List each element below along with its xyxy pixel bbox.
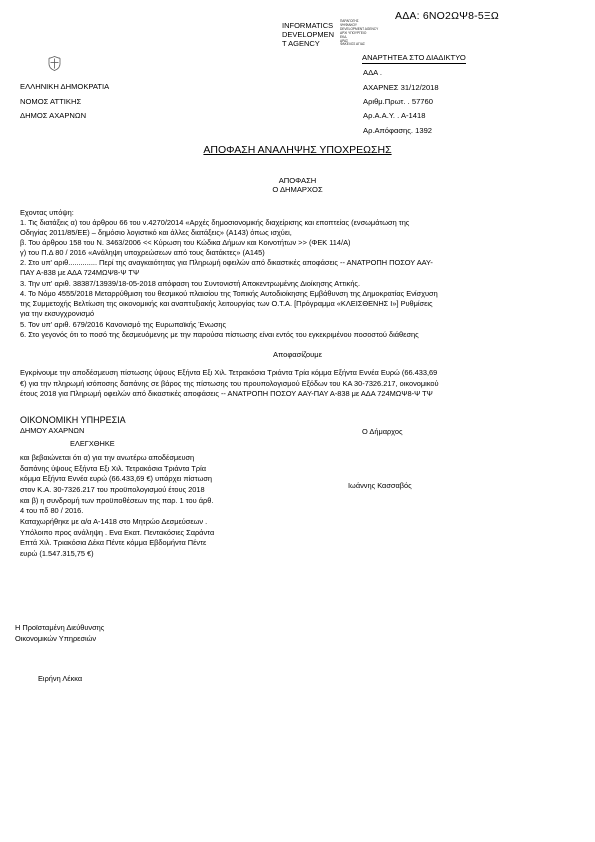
head-of-finance-name: Ειρήνη Λέκκα	[38, 674, 83, 683]
agency-logo-text	[282, 21, 342, 48]
body-line: για την εκσυγχρονισμό	[20, 309, 95, 318]
authority-country: ΕΛΛΗΝΙΚΗ ΔΗΜΟΚΡΑΤΙΑ	[20, 82, 110, 91]
document-title-text: ΑΠΟΦΑΣΗ ΑΝΑΛΗΨΗΣ ΥΠΟΧΡΕΩΣΗΣ	[203, 144, 392, 156]
mayor-name: Ιωάννης Κασσαβός	[348, 481, 412, 490]
document-title	[0, 144, 595, 156]
finance-line: ευρώ (1.547.315,75 €)	[20, 549, 94, 558]
meta-decision-number: Αρ.Απόφασης. 1392	[363, 126, 433, 135]
mayor-heading: Ο ΔΗΜΑΡΧΟΣ	[272, 185, 323, 194]
finance-line: 4 του πδ 80 / 2016.	[20, 506, 84, 515]
decision-label: ΑΠΟΦΑΣΗ	[278, 176, 317, 185]
body-line: Οδηγίας 2011/85/ΕΕ) – δημόσιο λογιστικό και άλλες διατάξεις» (Α143) όπως ισχύει,	[20, 228, 292, 237]
decision-line: Εγκρίνουμε την αποδέσμευση πίστωσης ύψους Εξήντα Εξι Χιλ. Τετρακόσια Τριάντα Τρία κόμμα Εξήντα Εννέα Ευρώ (66.433,69	[20, 368, 438, 377]
logo-small-line: ΑΡΧΙ ΥΠΟΥΡΓΕΙΟ	[340, 30, 367, 35]
agency-logo-small-text	[340, 20, 382, 47]
logo-small-line: ΠΑΡΑΓΩΓΗΣ	[340, 19, 359, 23]
decision-line: έτους 2018 για Πληρωμή οφειλών από δικαστικές αποφάσεις -- ΑΝΑΤΡΟΠΗ ΠΟΣΟΥ ΑΑΥ-ΠΑΥ Α-838 με ΑΔΑ 724ΜΩΨ8-Ψ ΤΨ	[20, 389, 433, 398]
body-line: ΠΑΥ Α-838 με ΑΔΑ 724ΜΩΨ8-Ψ ΤΨ	[20, 268, 140, 277]
body-line: 5. Τον υπ' αριθ. 679/2016 Κανονισμό της Ευρωπαϊκής Ένωσης	[20, 320, 227, 329]
mayor-title: Ο Δήμαρχος	[362, 427, 403, 436]
checked-label: ΕΛΕΓΧΘΗΚΕ	[70, 439, 115, 448]
finance-line: Καταχωρήθηκε με α/α Α-1418 στο Μητρώο Δεσμεύσεων .	[20, 517, 208, 526]
decision-line: €) για την πληρωμή ισόποσης δαπάνης σε βάρος της πίστωσης του προυπολογισμού Εξόδων του ΚΑ 30-7326.217, οικονομικού	[20, 379, 439, 388]
finance-line: στον Κ.Α. 30-7326.217 του προϋπολογισμού έτους 2018	[20, 485, 205, 494]
logo-small-line: ΦΑΚΕΛΟΣ ΑΓΙΑΣ	[340, 42, 365, 47]
head-of-finance-subtitle: Οικονομικών Υπηρεσιών	[15, 634, 97, 643]
finance-line: δαπάνης ύψους Εξήντα Εξι Χιλ. Τετρακόσια Τριάντα Τρία	[20, 464, 206, 473]
body-line: γ) του Π.Δ 80 / 2016 «Ανάληψη υποχρεώσεων από τους διατάκτες» (Α145)	[20, 248, 265, 257]
body-line: 3. Την υπ' αριθ. 38387/13939/18-05-2018 απόφαση του Συντονιστή Αποκεντρωμένης Διοίκησης Αττικής.	[20, 279, 361, 288]
logo-line: DEVELOPMEN	[282, 30, 335, 39]
logo-line: T AGENCY	[282, 39, 320, 48]
finance-line: Υπόλοιπο προς ανάληψη . Ενα Εκατ. Πεντακόσιες Σαράντα	[20, 528, 215, 537]
body-line: 4. Το Νόμο 4555/2018 Μεταρρύθμιση του θεσμικού πλαισίου της Τοπικής Αυτοδιοίκησης Εμβάθυνση της Δημοκρατίας Ενίσχυση	[20, 289, 438, 298]
logo-line: INFORMATICS	[282, 21, 334, 30]
head-of-finance-title: Η Προϊσταμένη Διεύθυνσης	[15, 623, 105, 632]
logo-small-line: ΨΗΦΙΑΚΟΥ	[340, 22, 358, 27]
meta-aay: Αρ.Α.Α.Υ. . Α-1418	[363, 111, 426, 120]
greek-emblem-icon	[48, 56, 61, 71]
logo-small-line: DEVELOPMENT AGENCY	[340, 26, 379, 31]
post-online-label: ΑΝΑΡΤΗΤΕΑ ΣΤΟ ΔΙΑΔΙΚΤΥΟ	[362, 53, 466, 62]
finance-subheading: ΔΗΜΟΥ ΑΧΑΡΝΩΝ	[20, 426, 85, 435]
body-line: 1. Τις διατάξεις α) του άρθρου 66 του ν.4270/2014 «Αρχές δημοσιονομικής διαχείρισης και εποπτείας (ενσωμάτωση της	[20, 218, 410, 227]
body-line: Εχοντας υπόψη:	[20, 208, 74, 217]
finance-line: και βεβαιώνεται ότι α) για την ανωτέρω αποδέσμευση	[20, 453, 195, 462]
finance-line: κόμμα Εξήντα Εννέα ευρώ (66.433,69 €) υπάρχει πίστωση	[20, 474, 213, 483]
body-line: β. Του άρθρου 158 του Ν. 3463/2006 << Κύρωση του Κώδικα Δήμων και Κοινοτήτων >> (ΦΕΚ 114/Α)	[20, 238, 351, 247]
finance-line: Επτά Χιλ. Τριακόσια Δέκα Πέντε κόμμα Εβδομήντα Πέντε	[20, 538, 207, 547]
finance-heading: ΟΙΚΟΝΟΜΙΚΗ ΥΠΗΡΕΣΙΑ	[20, 415, 126, 425]
we-decide-label: Αποφασίζουμε	[272, 350, 323, 359]
body-line: 6. Στο γεγονός ότι το ποσό της δεσμευόμενης με την παρούσα πίστωσης είναι εντός του εγκεκριμένου ποσοστού διάθεσης	[20, 330, 419, 339]
authority-prefecture: ΝΟΜΟΣ ΑΤΤΙΚΗΣ	[20, 97, 82, 106]
meta-ada: ΑΔΑ .	[363, 68, 383, 77]
logo-small-line: ΑΡΑΣ	[340, 38, 349, 43]
meta-date: ΑΧΑΡΝΕΣ 31/12/2018	[363, 83, 439, 92]
ada-top-label: ΑΔΑ: 6ΝΟ2ΩΨ8-5ΞΩ	[395, 10, 499, 22]
body-line: 2. Στο υπ' αριθ.............. Περί της αναγκαιότητας για Πληρωμή οφειλών από δικαστικές αποφάσεις -- ΑΝΑΤΡΟΠΗ ΠΟΣΟΥ ΑΑΥ-	[20, 258, 433, 267]
finance-line: και β) η συνδρομή των προϋποθέσεων της παρ. 1 του άρθ.	[20, 496, 214, 505]
logo-small-line: ΕΚΔ.	[340, 34, 348, 39]
meta-protocol: Αριθμ.Πρωτ. . 57760	[363, 97, 433, 106]
authority-municipality: ΔΗΜΟΣ ΑΧΑΡΝΩΝ	[20, 111, 87, 120]
body-line: της Συμμετοχής Βελτίωση της οικονομικής και αναπτυξιακής λειτουργίας των Ο.Τ.Α. [Πρόγραμμα «ΚΛΕΙΣΘΕΝΗΣ Ι»] Ρυθμίσεις	[20, 299, 433, 308]
